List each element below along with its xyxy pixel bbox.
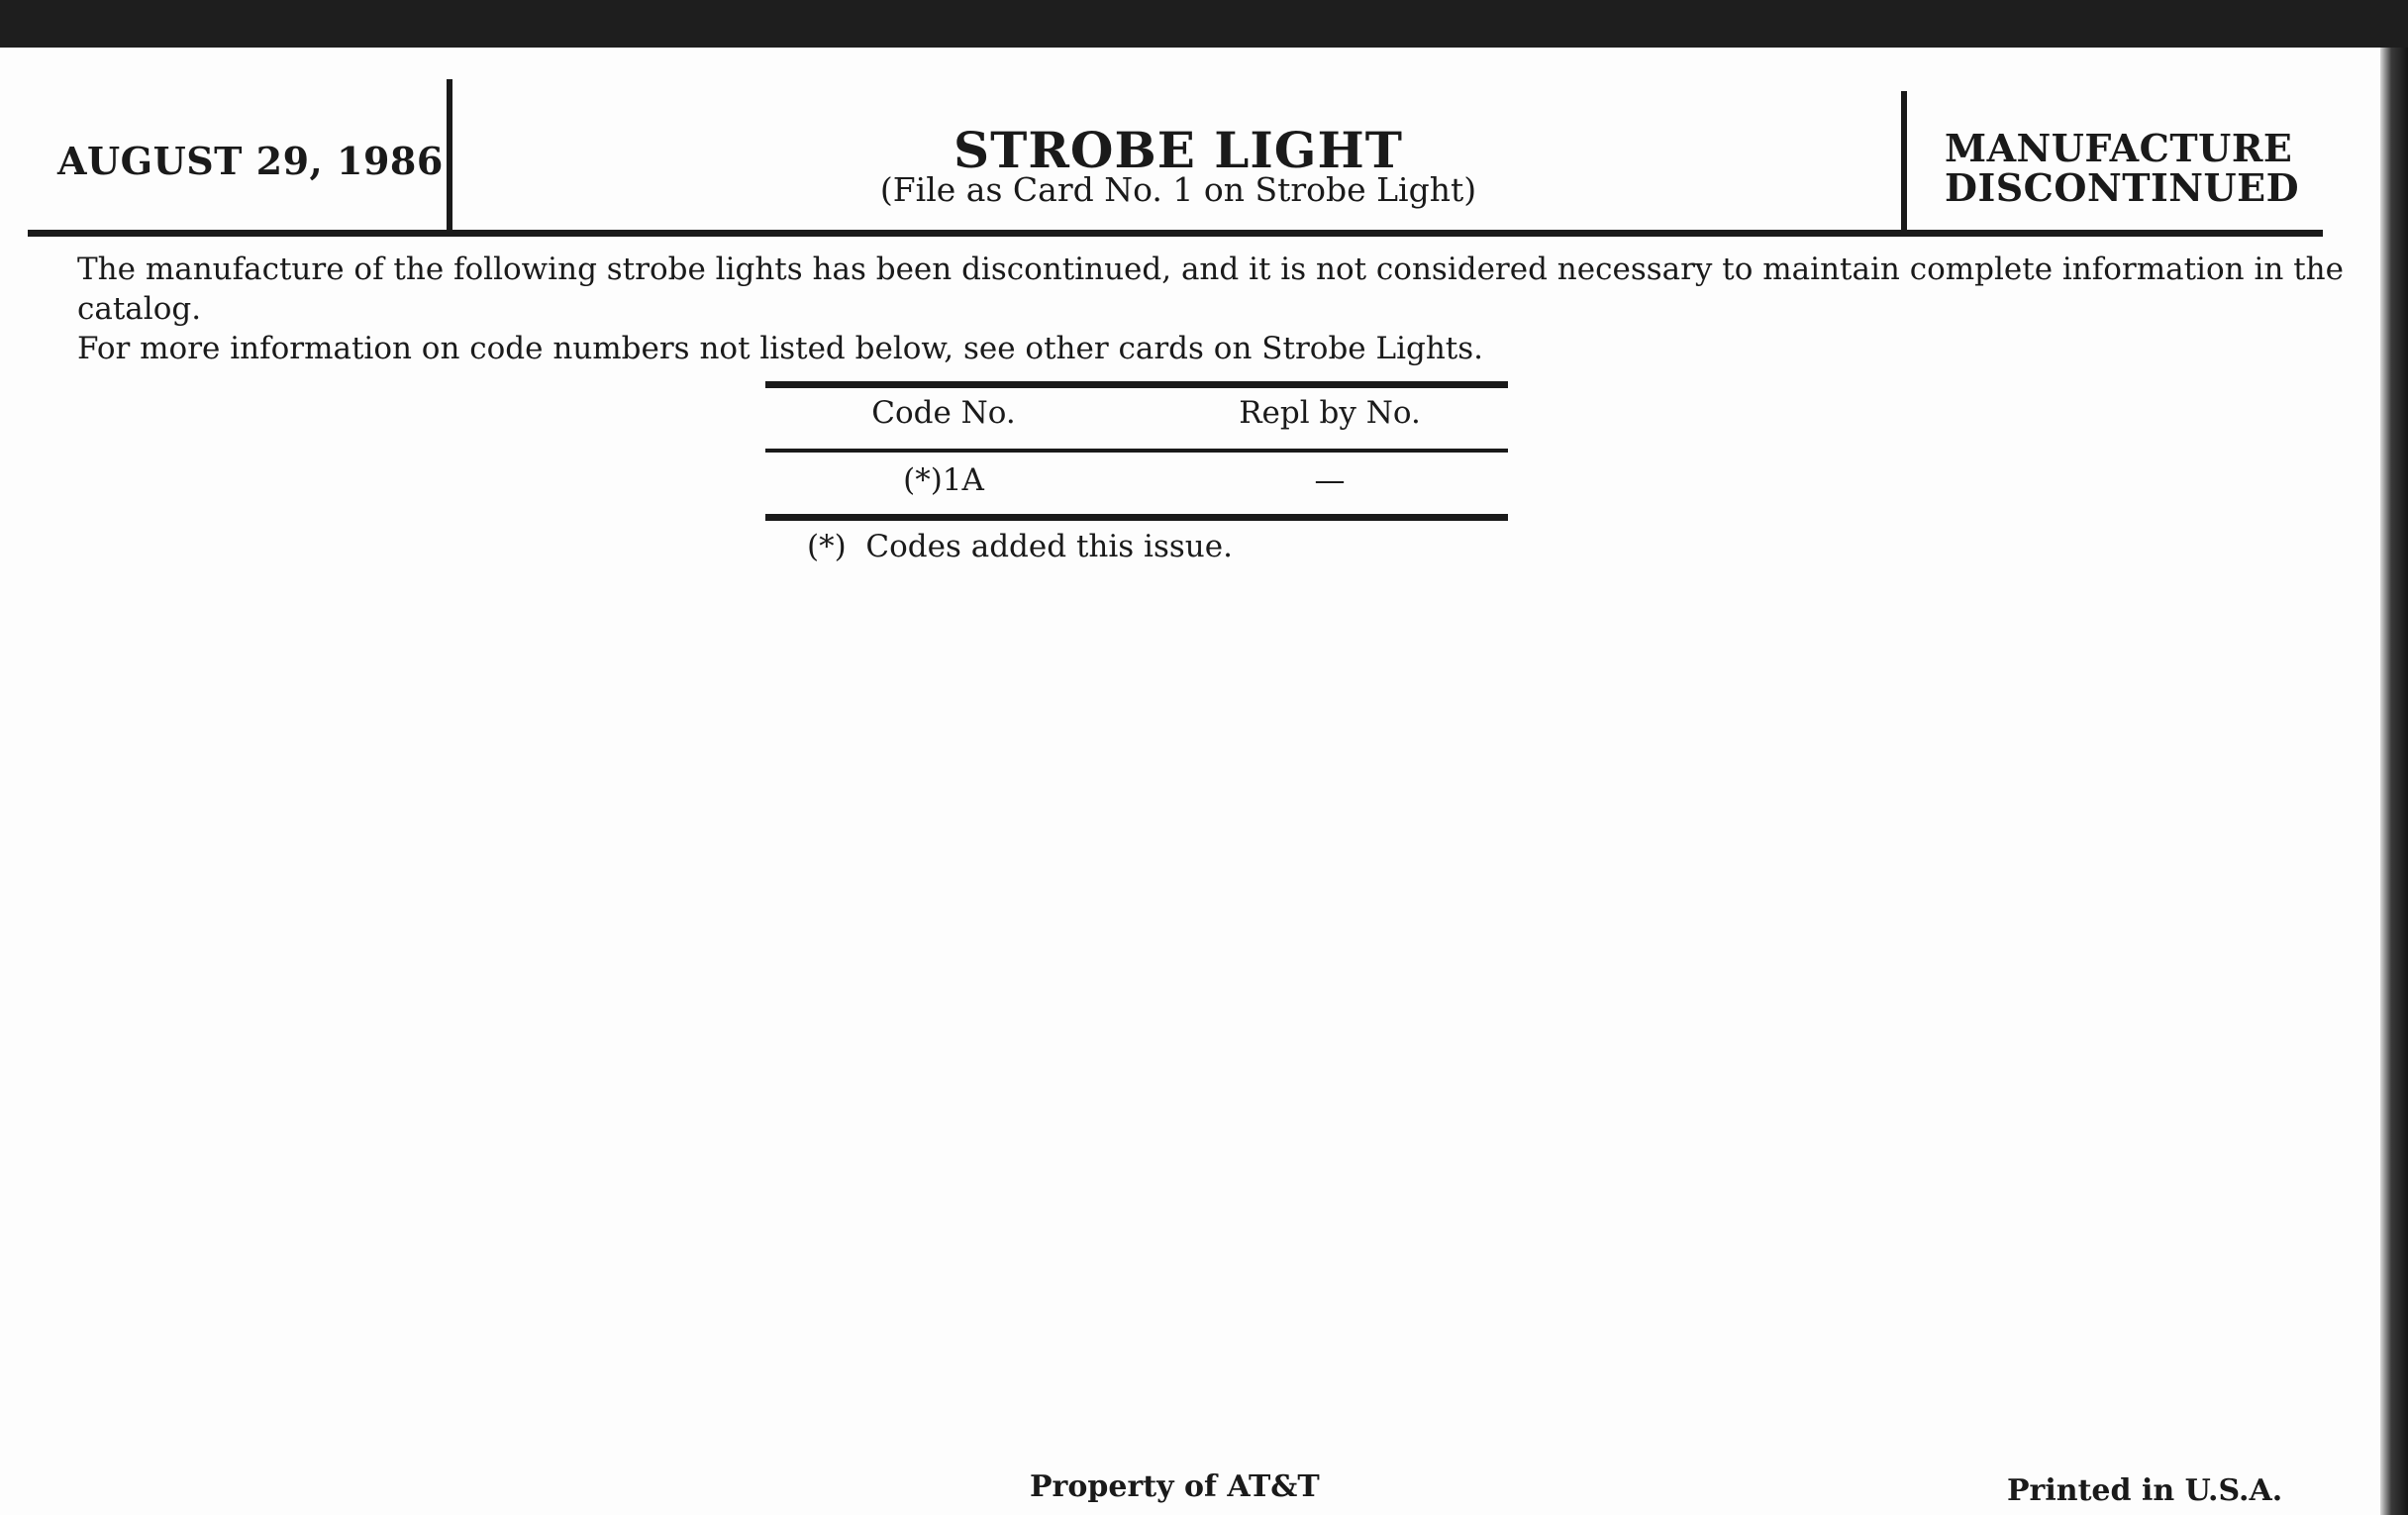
table-top-rule: [765, 381, 1508, 388]
table-bottom-rule: [765, 514, 1508, 521]
card-subtitle: (File as Card No. 1 on Strobe Light): [879, 170, 1477, 209]
header-divider-left: [447, 79, 452, 232]
status-line-1: MANUFACTURE: [1945, 126, 2293, 170]
intro-line-2: For more information on code numbers not listed below, see other cards on Strobe Lights.: [77, 331, 1484, 366]
table-footnote: (*) Codes added this issue.: [807, 529, 1233, 564]
card-edge-shadow: [2380, 48, 2408, 1515]
property-notice: Property of AT&T: [1030, 1469, 1320, 1504]
header-rule: [28, 230, 2323, 237]
printed-notice: Printed in U.S.A.: [2007, 1473, 2283, 1508]
column-header-replacement: Repl by No.: [1239, 395, 1421, 431]
column-header-code: Code No.: [871, 395, 1016, 431]
intro-paragraph: [77, 250, 2355, 368]
table-cell-replacement: —: [1314, 462, 1346, 498]
card-date: AUGUST 29, 1986: [57, 139, 444, 183]
intro-line-1: The manufacture of the following strobe lights has been discontinued, and it is not considered necessary to maintain complete information in the catalog.: [77, 252, 2344, 327]
table-cell-code: (*)1A: [903, 462, 984, 498]
card-status: [1945, 126, 2300, 210]
card-title: STROBE LIGHT: [953, 121, 1403, 179]
table-header-rule: [765, 449, 1508, 453]
status-line-2: DISCONTINUED: [1945, 165, 2300, 210]
header-divider-right: [1901, 91, 1907, 232]
